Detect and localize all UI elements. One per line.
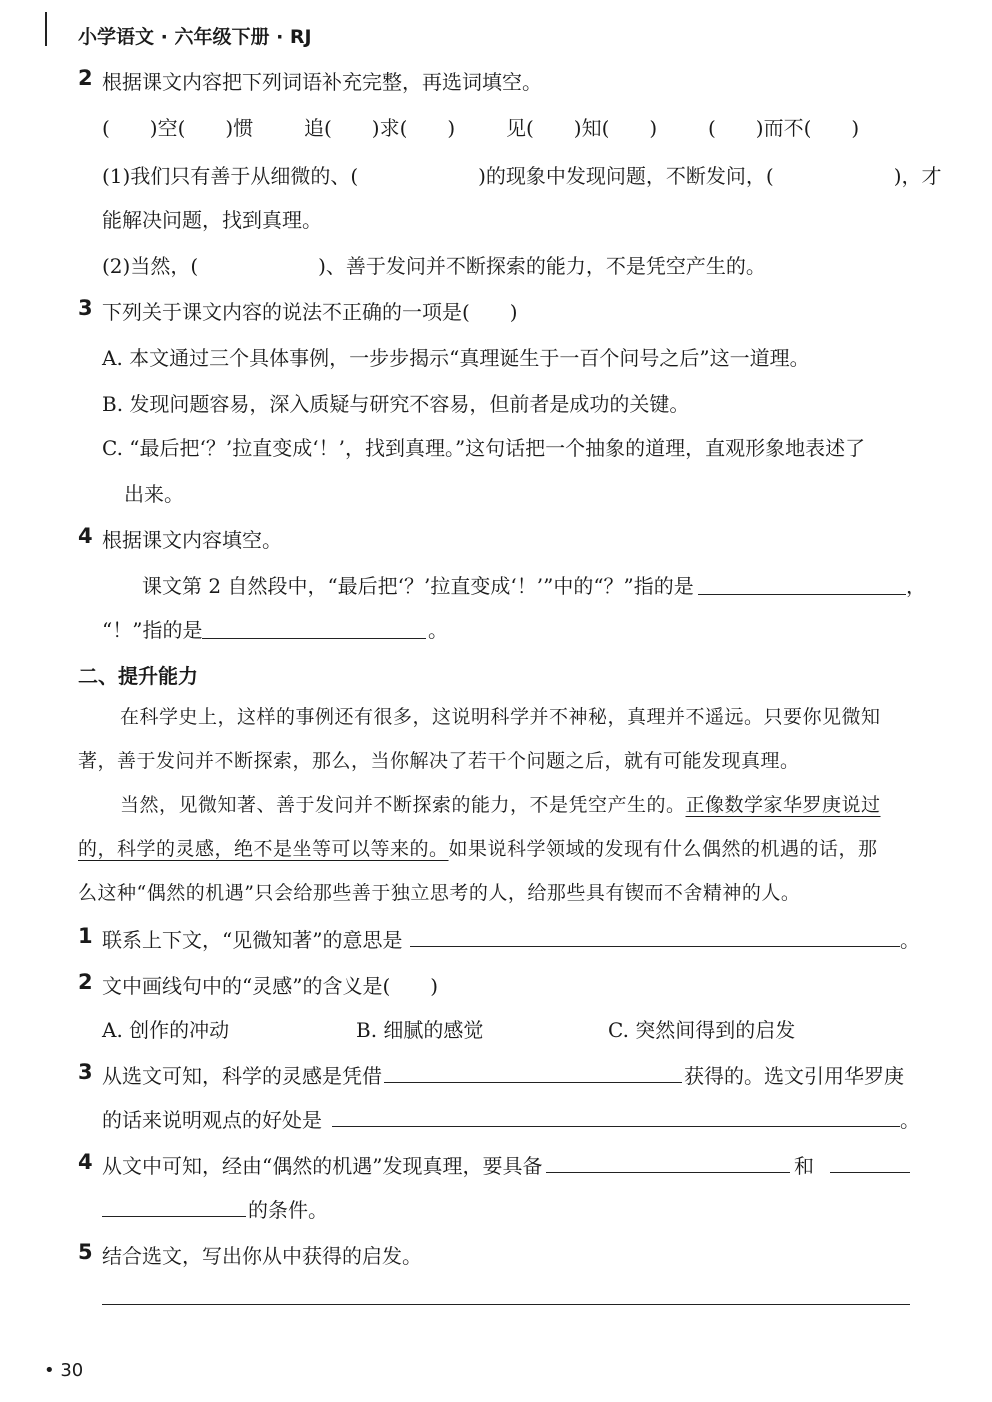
s2-q1-blank[interactable] [410, 946, 900, 947]
q4-line1: 课文第 2 自然段中，“最后把‘？’拉直变成‘！’”中的“？”指的是 [142, 574, 694, 598]
q3-option-a: A. 本文通过三个具体事例，一步步揭示“真理诞生于一百个问号之后”这一道理。 [102, 346, 810, 370]
q2-sub2: (2)当然，( )、善于发问并不断探索的能力，不是凭空产生的。 [102, 254, 766, 278]
s2-q4-and: 和 [794, 1154, 814, 1178]
passage-p2-line1 [120, 790, 881, 817]
s2-q5-number: 5 [78, 1240, 93, 1264]
s2-q4-number: 4 [78, 1150, 93, 1174]
q2-word-4: ( )而不( ) [708, 116, 860, 140]
passage-p2-line1-plain: 当然，见微知著、善于发问并不断探索的能力，不是凭空产生的。 [120, 794, 686, 816]
passage-p2-line2-plain: 如果说科学领域的发现有什么偶然的机遇的话，那 [448, 838, 878, 860]
section2-title: 二、提升能力 [78, 664, 198, 688]
passage-p2-line2 [78, 834, 878, 861]
q4-line2: “！”指的是 [102, 618, 203, 642]
q3-option-c-line1: C. “最后把‘？’拉直变成‘！’，找到真理。”这句话把一个抽象的道理，直观形象地表述了 [102, 436, 866, 460]
q2-word-2: 追( )求( ) [304, 116, 456, 140]
s2-q5-text: 结合选文，写出你从中获得的启发。 [102, 1244, 422, 1268]
passage-p1-line1: 在科学史上，这样的事例还有很多，这说明科学并不神秘，真理并不遥远。只要你见微知 [120, 706, 881, 728]
passage-p2-line3: 么这种“偶然的机遇”只会给那些善于独立思考的人，给那些具有锲而不舍精神的人。 [78, 882, 801, 904]
s2-q1-end: 。 [900, 928, 920, 952]
s2-q2-option-c: C. 突然间得到的启发 [608, 1018, 796, 1042]
q4-blank-1[interactable] [698, 594, 906, 595]
q3-option-c-line2: 出来。 [124, 482, 184, 506]
s2-q2-option-a: A. 创作的冲动 [102, 1018, 230, 1042]
q3-option-b: B. 发现问题容易，深入质疑与研究不容易，但前者是成功的关键。 [102, 392, 690, 416]
page-bullet-icon: • [44, 1360, 61, 1381]
q4-prompt: 根据课文内容填空。 [102, 528, 282, 552]
s2-q2-text: 文中画线句中的“灵感”的含义是( ) [102, 974, 439, 998]
header-title: 小学语文 · 六年级下册 · RJ [78, 26, 312, 48]
s2-q2-option-b: B. 细腻的感觉 [356, 1018, 484, 1042]
q2-sub1-line1: (1)我们只有善于从细微的、( )的现象中发现问题，不断发问，( )，才 [102, 164, 942, 188]
q4-number: 4 [78, 524, 93, 548]
q2-word-1: ( )空( )惯 [102, 116, 254, 140]
passage-p1-line2: 著，善于发问并不断探索，那么，当你解决了若干个问题之后，就有可能发现真理。 [78, 750, 800, 772]
s2-q4-text2: 的条件。 [248, 1198, 328, 1222]
s2-q3-text1: 从选文可知，科学的灵感是凭借 [102, 1064, 382, 1088]
q3-prompt: 下列关于课文内容的说法不正确的一项是( ) [102, 300, 518, 324]
q2-word-3: 见( )知( ) [506, 116, 658, 140]
passage-underlined-part2: 的，科学的灵感，绝不是坐等可以等来的。 [78, 838, 449, 860]
s2-q4-blank-1[interactable] [546, 1172, 790, 1173]
q2-prompt: 根据课文内容把下列词语补充完整，再选词填空。 [102, 70, 542, 94]
s2-q4-blank-2a[interactable] [830, 1172, 910, 1173]
page-number [44, 1360, 83, 1381]
s2-q1-text: 联系上下文，“见微知著”的意思是 [102, 928, 403, 952]
s2-q3-text2: 获得的。选文引用华罗庚 [684, 1064, 904, 1088]
s2-q3-end: 。 [900, 1108, 920, 1132]
header-rule [45, 12, 47, 46]
s2-q3-number: 3 [78, 1060, 93, 1084]
q3-number: 3 [78, 296, 93, 320]
q2-number: 2 [78, 66, 93, 90]
s2-q3-blank-1[interactable] [384, 1082, 682, 1083]
q4-line1-end: ， [906, 574, 926, 598]
q4-line2-end: 。 [428, 618, 448, 642]
passage-underlined-part1: 正像数学家华罗庚说过 [685, 794, 881, 816]
s2-q4-blank-2b[interactable] [102, 1216, 246, 1217]
s2-q1-number: 1 [78, 924, 93, 948]
s2-q4-text1: 从文中可知，经由“偶然的机遇”发现真理，要具备 [102, 1154, 543, 1178]
q4-blank-2[interactable] [202, 638, 426, 639]
s2-q2-number: 2 [78, 970, 93, 994]
q2-sub1-line2: 能解决问题，找到真理。 [102, 208, 322, 232]
s2-q3-text3: 的话来说明观点的好处是 [102, 1108, 322, 1132]
s2-q5-answer-line[interactable] [102, 1304, 910, 1305]
page-number-text: 30 [60, 1360, 84, 1381]
s2-q3-blank-2[interactable] [332, 1126, 900, 1127]
